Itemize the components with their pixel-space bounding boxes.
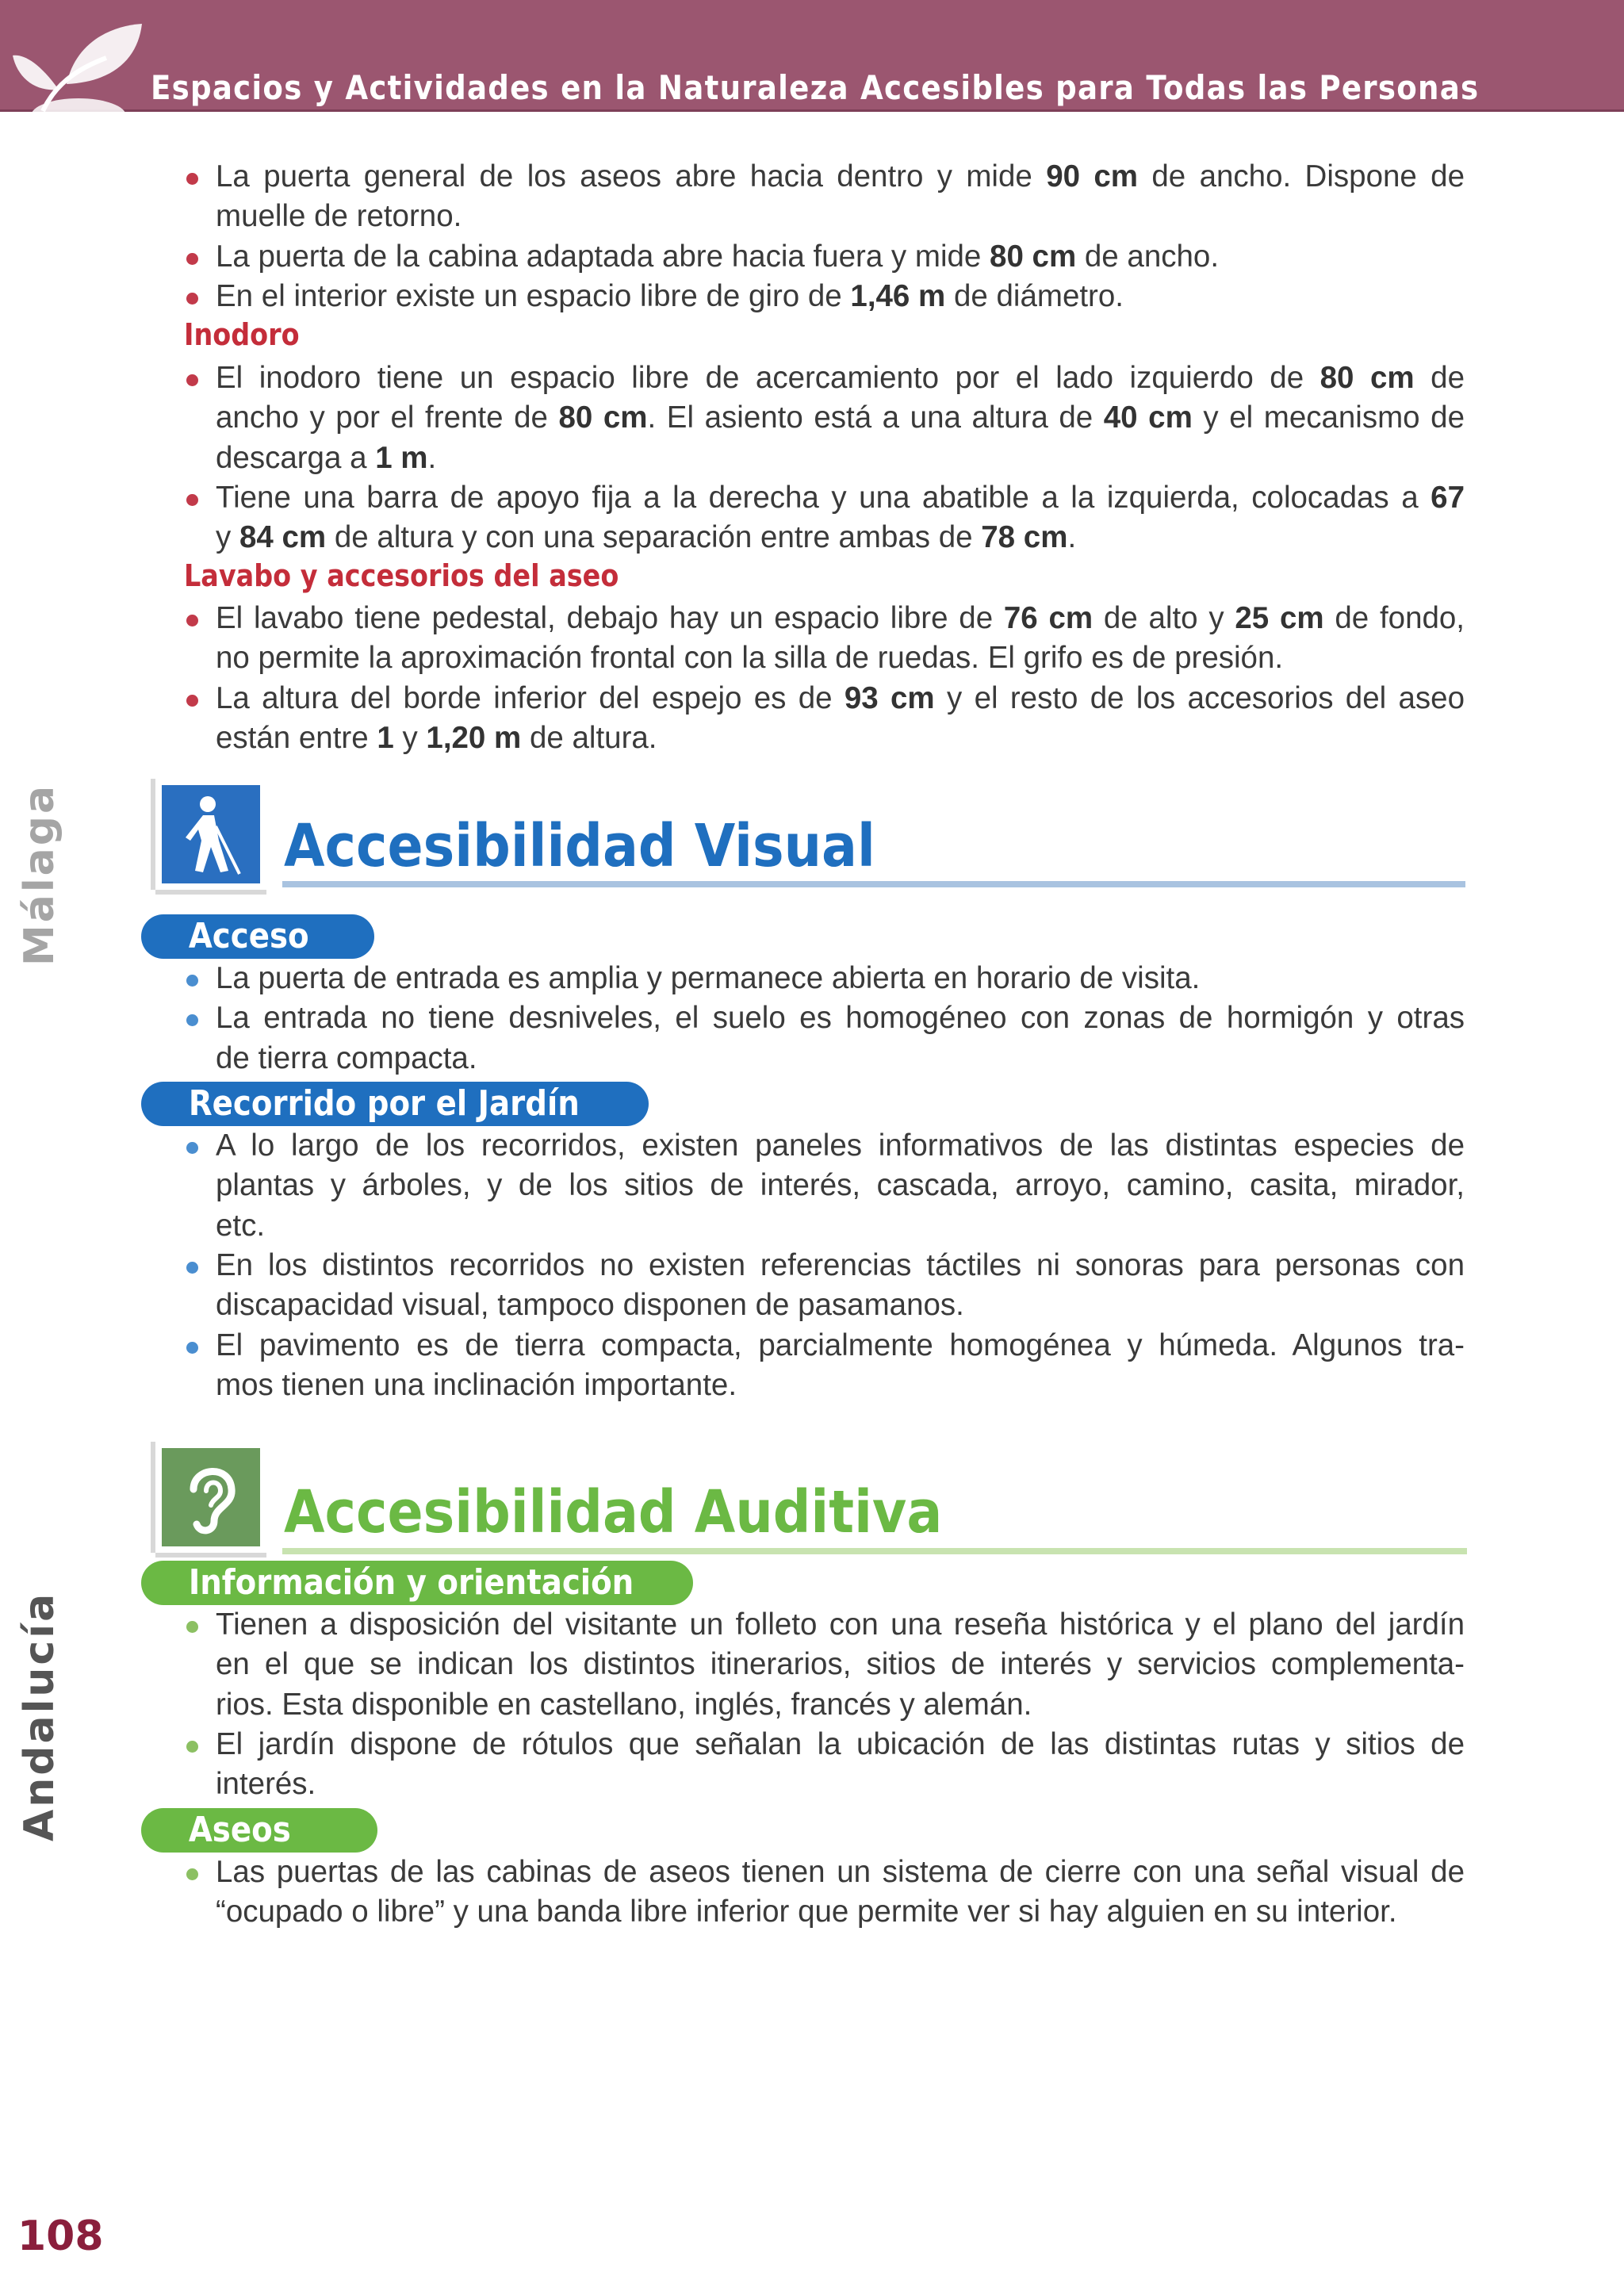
leaf-icon xyxy=(11,14,146,113)
text-line xyxy=(216,1326,1465,1366)
section-rule-visual xyxy=(282,881,1465,887)
text-segment: interés. xyxy=(216,1767,316,1802)
text-line xyxy=(216,1126,1465,1166)
text-segment: A lo largo de los recorridos, existen paneles informativos de las distintas especies de xyxy=(216,1128,1465,1163)
bold-value: 25 cm xyxy=(1235,601,1324,635)
text-line xyxy=(216,518,1465,558)
text-segment: y xyxy=(216,520,239,555)
auditiva-icon-frame xyxy=(155,1442,266,1553)
bold-value: 76 cm xyxy=(1003,601,1094,635)
text-segment: de altura. xyxy=(521,720,657,755)
text-segment: y el resto de los accesorios del aseo xyxy=(934,680,1465,715)
text-line xyxy=(216,679,1465,718)
bullet-icon xyxy=(186,615,198,626)
text-line xyxy=(216,998,1465,1038)
text-segment: plantas y árboles, y de los sitios de interés, cascada, arroyo, camino, casita, mirador, xyxy=(216,1168,1465,1203)
blind-person-cane-icon xyxy=(162,785,260,883)
text-line xyxy=(216,157,1465,197)
text-segment: Tienen a disposición del visitante un folleto con una reseña histórica y el plano del jardín xyxy=(216,1607,1465,1642)
bullet-icon xyxy=(186,1868,198,1880)
text-segment: de alto y xyxy=(1093,601,1235,635)
text-segment: de xyxy=(1414,361,1465,395)
text-line xyxy=(216,439,1465,478)
text-segment: discapacidad visual, tampoco disponen de pasamanos. xyxy=(216,1288,964,1323)
bullet-icon xyxy=(186,1142,198,1154)
side-label-malaga: Málaga xyxy=(16,783,63,966)
page-number: 108 xyxy=(17,2213,104,2260)
text-segment: Tiene una barra de apoyo fija a la derecha y una abatible a la izquierda, colocadas a xyxy=(216,480,1431,515)
bullet-icon xyxy=(186,1342,198,1354)
text-line xyxy=(216,1206,1465,1246)
text-segment: mos tienen una inclinación importante. xyxy=(216,1367,737,1402)
text-line xyxy=(216,1286,1465,1325)
pill-recorrido xyxy=(141,1082,649,1126)
bold-value: 40 cm xyxy=(1103,400,1193,435)
text-line xyxy=(216,1039,1465,1079)
bullet-icon xyxy=(186,1741,198,1753)
text-segment: El inodoro tiene un espacio libre de acercamiento por el lado izquierdo de xyxy=(216,361,1320,395)
text-line xyxy=(216,1246,1465,1286)
page-header xyxy=(0,0,1624,112)
section-title-auditiva: Accesibilidad Auditiva xyxy=(284,1478,943,1546)
text-line xyxy=(216,277,1465,316)
bold-value: 1,46 m xyxy=(850,278,946,313)
pill-acceso xyxy=(141,914,374,959)
bold-value: 67 xyxy=(1431,480,1465,515)
bold-value: 93 cm xyxy=(844,680,935,715)
text-segment: de altura y con una separación entre ambas de xyxy=(326,520,982,555)
bold-value: 90 cm xyxy=(1046,159,1139,193)
bold-value: 1 m xyxy=(375,440,428,475)
text-segment: El pavimento es de tierra compacta, parcialmente homogénea y húmeda. Algunos tra- xyxy=(216,1328,1465,1362)
text-line xyxy=(216,398,1465,438)
bullet-icon xyxy=(186,695,198,707)
text-segment: no permite la aproximación frontal con la silla de ruedas. El grifo es de presión. xyxy=(216,641,1284,676)
text-line xyxy=(216,1645,1465,1684)
text-segment: etc. xyxy=(216,1208,266,1243)
text-segment: ancho y por el frente de xyxy=(216,400,559,435)
text-segment: “ocupado o libre” y una banda libre inferior que permite ver si hay alguien en su interior. xyxy=(216,1895,1397,1929)
text-line xyxy=(216,1725,1465,1764)
pill-aseos-label: Aseos xyxy=(188,1810,291,1850)
text-segment: de ancho. xyxy=(1076,239,1220,274)
text-line xyxy=(216,1892,1465,1932)
text-line xyxy=(216,718,1465,758)
text-segment: de diámetro. xyxy=(945,278,1124,313)
section-rule-auditiva xyxy=(282,1548,1467,1554)
subheading: Inodoro xyxy=(184,317,300,352)
bullet-icon xyxy=(186,1621,198,1633)
side-label-andalucia: Andalucía xyxy=(16,1591,63,1841)
bullet-icon xyxy=(186,975,198,987)
text-segment: La entrada no tiene desniveles, el suelo es homogéneo con zonas de hormigón y otras xyxy=(216,1001,1465,1036)
text-line xyxy=(216,959,1465,998)
pill-acceso-label: Acceso xyxy=(188,916,309,956)
bold-value: 80 cm xyxy=(558,400,648,435)
bold-value: 1 xyxy=(377,720,394,755)
pill-recorrido-label: Recorrido por el Jardín xyxy=(188,1083,580,1124)
bold-value: 1,20 m xyxy=(426,720,522,755)
text-line xyxy=(216,1166,1465,1205)
text-line xyxy=(216,237,1465,277)
text-segment: La puerta de entrada es amplia y permanece abierta en horario de visita. xyxy=(216,961,1201,995)
section-title-visual: Accesibilidad Visual xyxy=(284,812,875,880)
bullet-icon xyxy=(186,1014,198,1026)
text-segment: Las puertas de las cabinas de aseos tienen un sistema de cierre con una señal visual de xyxy=(216,1855,1465,1889)
bold-value: 78 cm xyxy=(981,520,1068,555)
text-line xyxy=(216,599,1465,638)
ear-icon xyxy=(162,1448,260,1546)
pill-informacion-label: Información y orientación xyxy=(188,1562,634,1603)
subheading: Lavabo y accesorios del aseo xyxy=(184,558,619,593)
text-line xyxy=(216,1685,1465,1725)
text-line xyxy=(216,1605,1465,1645)
text-line xyxy=(216,1853,1465,1892)
text-line xyxy=(216,1366,1465,1405)
text-segment: La puerta de la cabina adaptada abre hacia fuera y mide xyxy=(216,239,990,274)
bullet-icon xyxy=(186,173,198,185)
text-segment: y el mecanismo de xyxy=(1192,400,1465,435)
bullet-icon xyxy=(186,293,198,305)
bullet-icon xyxy=(186,494,198,506)
text-line xyxy=(216,197,1465,236)
text-segment: La puerta general de los aseos abre hacia dentro y mide xyxy=(216,159,1047,193)
text-line xyxy=(216,1764,1465,1804)
text-segment: El lavabo tiene pedestal, debajo hay un espacio libre de xyxy=(216,601,1004,635)
text-segment: . xyxy=(427,440,437,475)
bold-value: 80 cm xyxy=(1320,361,1415,395)
text-segment: rios. Esta disponible en castellano, inglés, francés y alemán. xyxy=(216,1687,1032,1722)
bullet-icon xyxy=(186,1262,198,1274)
text-segment: descarga a xyxy=(216,440,376,475)
text-segment: de fondo, xyxy=(1323,601,1465,635)
text-line xyxy=(216,638,1465,678)
text-line xyxy=(216,358,1465,398)
text-segment: muelle de retorno. xyxy=(216,199,462,234)
text-line xyxy=(216,478,1465,518)
text-segment: . xyxy=(1067,520,1077,555)
pill-aseos xyxy=(141,1808,377,1853)
text-segment: de tierra compacta. xyxy=(216,1040,477,1075)
bold-value: 80 cm xyxy=(990,239,1077,274)
pill-informacion xyxy=(141,1561,693,1605)
text-segment: y xyxy=(393,720,427,755)
visual-icon-frame xyxy=(155,779,266,890)
text-segment: . El asiento está a una altura de xyxy=(647,400,1104,435)
bullet-icon xyxy=(186,253,198,265)
text-segment: en el que se indican los distintos itinerarios, sitios de interés y servicios complementa- xyxy=(216,1647,1465,1682)
text-segment: de ancho. Dispone de xyxy=(1138,159,1465,193)
text-segment: En el interior existe un espacio libre de giro de xyxy=(216,278,851,313)
text-segment: El jardín dispone de rótulos que señalan la ubicación de las distintas rutas y sitios de xyxy=(216,1726,1465,1761)
header-title: Espacios y Actividades en la Naturaleza Accesibles para Todas las Personas xyxy=(151,68,1480,107)
bullet-icon xyxy=(186,374,198,386)
text-segment: La altura del borde inferior del espejo es de xyxy=(216,680,845,715)
text-segment: En los distintos recorridos no existen referencias táctiles ni sonoras para personas con xyxy=(216,1247,1465,1282)
bold-value: 84 cm xyxy=(239,520,327,555)
text-segment: están entre xyxy=(216,720,377,755)
